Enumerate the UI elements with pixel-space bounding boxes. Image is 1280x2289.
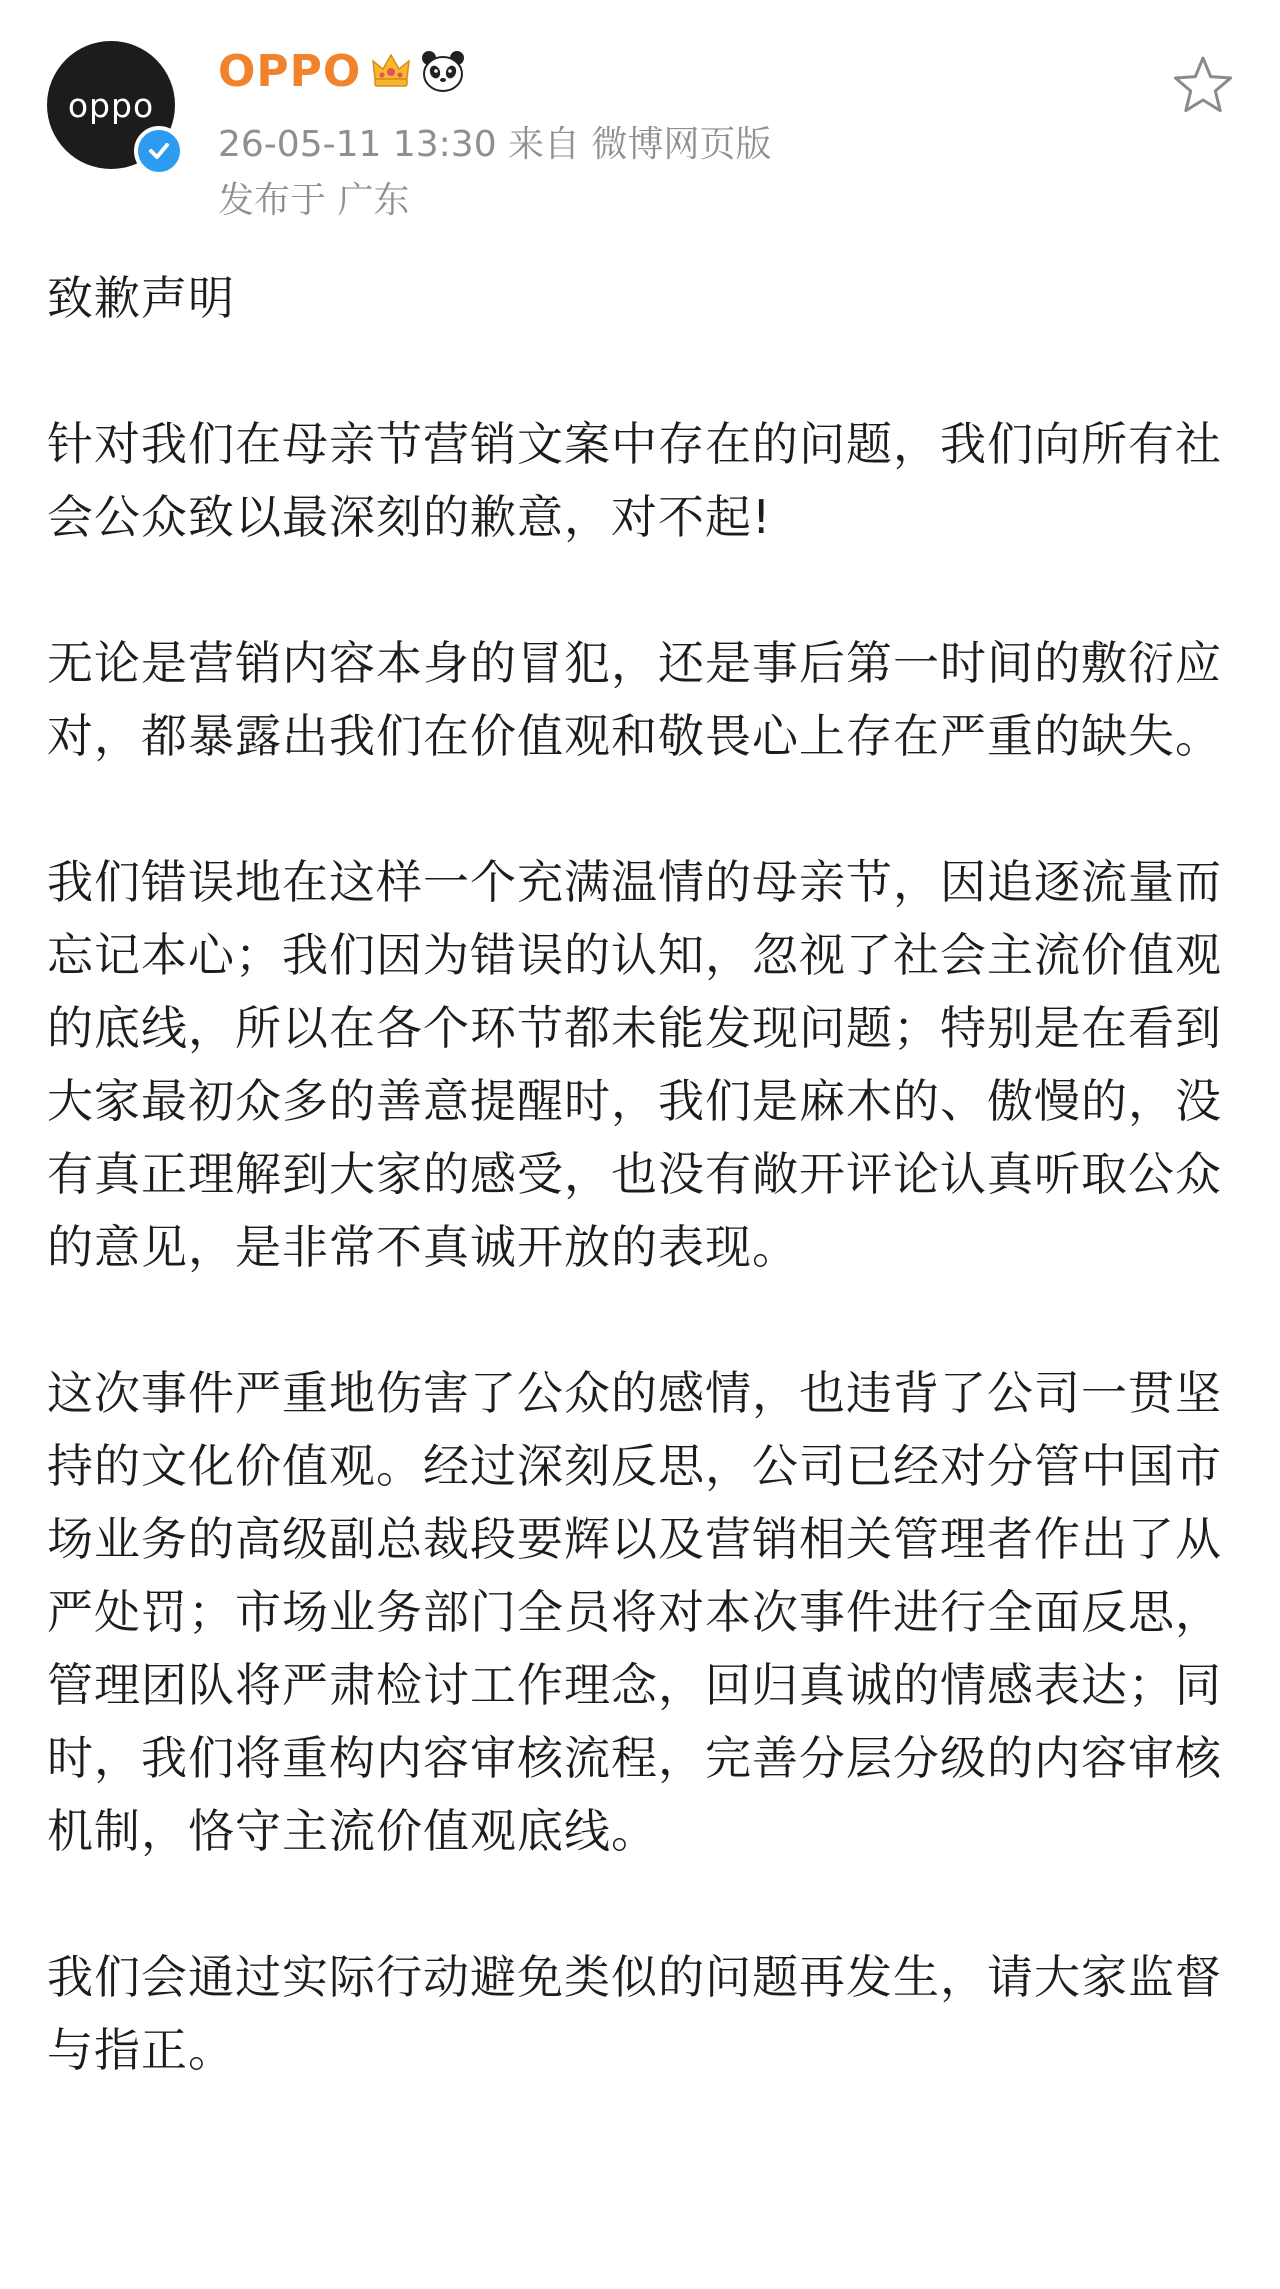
post-location: 发布于 广东 [218,180,410,221]
post-title: 致歉声明 [47,271,235,325]
paragraph-offense: 无论是营销内容本身的冒犯，还是事后第一时间的敷衍应对，都暴露出我们在价值观和敬畏心上存在严重的缺失。 [47,636,1222,763]
panda-icon [419,47,467,95]
username-row [218,40,467,102]
post-content [47,262,1237,2087]
paragraph-actions: 这次事件严重地伤害了公众的感情，也违背了公司一贯坚持的文化价值观。经过深刻反思，公司已经对分管中国市场业务的高级副总裁段要辉以及营销相关管理者作出了从严处罚；市场业务部门全员将对本次事件进行全面反思，管理团队将严肃检讨工作理念，回归真诚的情感表达；同时，我们将重构内容审核流程，完善分层分级的内容审核机制，恪守主流价值观底线。 [47,1366,1222,1858]
oppo-logo: oppo [67,85,155,125]
verified-check-icon [134,126,184,176]
star-outline-icon[interactable] [1170,52,1236,118]
paragraph-closing: 我们会通过实际行动避免类似的问题再发生，请大家监督与指正。 [47,1950,1222,2077]
post-header [0,0,1280,220]
crown-icon [369,49,413,93]
paragraph-apology: 针对我们在母亲节营销文案中存在的问题，我们向所有社会公众致以最深刻的歉意，对不起! [47,417,1222,544]
username[interactable]: OPPO [218,45,362,97]
paragraph-mistakes: 我们错误地在这样一个充满温情的母亲节，因追逐流量而忘记本心；我们因为错误的认知，忽视了社会主流价值观的底线，所以在各个环节都未能发现问题；特别是在看到大家最初众多的善意提醒时，我们是麻木的、傲慢的，没有真正理解到大家的感受，也没有敞开评论认真听取公众的意见，是非常不真诚开放的表现。 [47,855,1222,1274]
post-time-source: 26-05-11 13:30 来自 微博网页版 [218,124,772,165]
